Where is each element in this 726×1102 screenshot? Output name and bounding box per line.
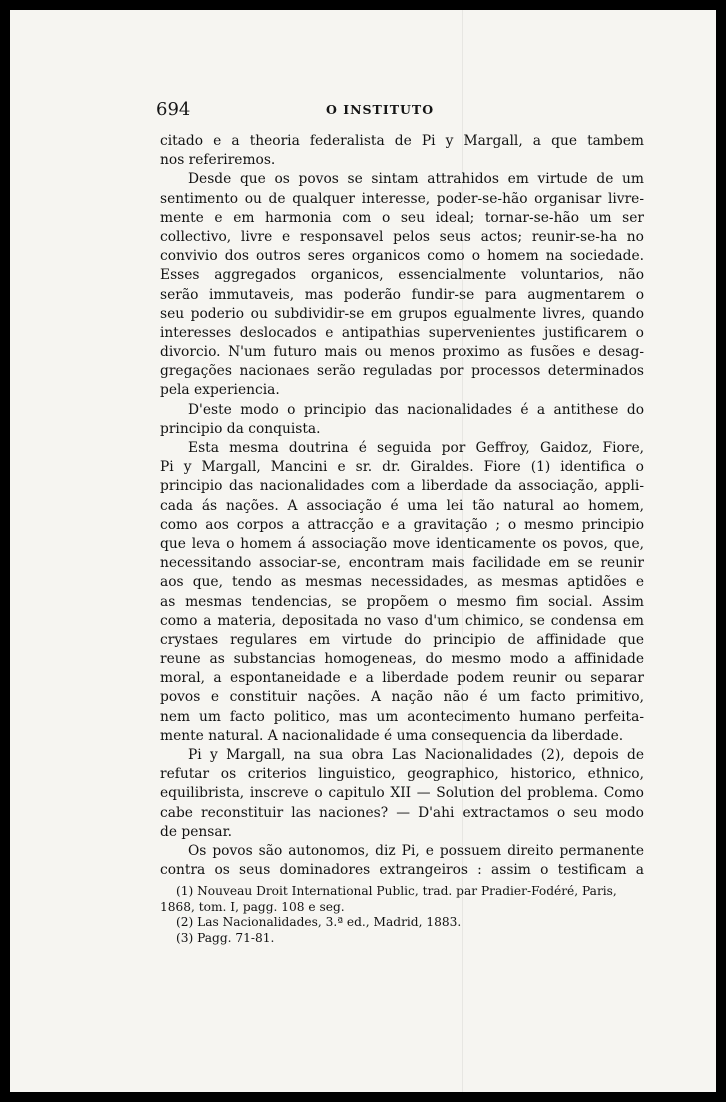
footnote-line: (1) Nouveau Droit International Public, trad. par Pradier-Fodéré, Paris, xyxy=(176,884,617,898)
text-line: como aos corpos a attracção e a gravitação ; o mesmo principio xyxy=(160,516,644,533)
text-line: Esta mesma doutrina é seguida por Geffroy, Gaidoz, Fiore, xyxy=(188,440,644,456)
footnote-line: 1868, tom. I, pagg. 108 e seg. xyxy=(160,899,345,914)
text-line: cada ás nações. A associação é uma lei tão natural ao homem, xyxy=(160,497,644,514)
text-line: interesses deslocados e antipathias supervenientes justificarem o xyxy=(160,324,644,341)
text-line: refutar os criterios linguistico, geographico, historico, ethnico, xyxy=(160,766,644,783)
text-line: Pi y Margall, na sua obra Las Nacionalidades (2), depois de xyxy=(188,747,644,763)
text-line: cabe reconstituir las naciones? — D'ahi extractamos o seu modo xyxy=(160,804,644,821)
text-line: divorcio. N'um futuro mais ou menos proximo as fusões e desag- xyxy=(160,344,644,361)
text-line: collectivo, livre e responsavel pelos seus actos; reunir-se-ha no xyxy=(160,228,644,245)
text-line: nem um facto politico, mas um acontecimento humano perfeita- xyxy=(160,708,644,725)
running-head xyxy=(156,98,652,122)
text-line: mente natural. A nacionalidade é uma consequencia da liberdade. xyxy=(160,727,624,744)
text-line: Os povos são autonomos, diz Pi, e possuem direito permanente xyxy=(188,842,644,859)
book-page xyxy=(10,10,716,1092)
text-line: Pi y Margall, Mancini e sr. dr. Giraldes. Fiore (1) identifica o xyxy=(160,459,644,476)
text-line: Esses aggregados organicos, essencialmente voluntarios, não xyxy=(160,267,644,284)
text-line: necessitando associar-se, encontram mais facilidade em se reunir xyxy=(160,555,644,572)
text-line: citado e a theoria federalista de Pi y Margall, a que tambem xyxy=(160,133,644,149)
footnotes xyxy=(160,884,646,946)
text-line: de pensar. xyxy=(160,823,233,840)
text-line: principio das nacionalidades com a liberdade da associação, appli- xyxy=(160,478,644,495)
text-line: principio da conquista. xyxy=(160,420,321,437)
journal-title: O INSTITUTO xyxy=(326,102,435,117)
text-line: como a materia, depositada no vaso d'um chimico, se condensa em xyxy=(160,612,644,629)
text-line: mente e em harmonia com o seu ideal; tornar-se-hão um ser xyxy=(160,209,644,226)
text-line: seu poderio ou subdividir-se em grupos egualmente livres, quando xyxy=(160,305,644,322)
body-text xyxy=(160,132,644,880)
text-line: moral, a espontaneidade e a liberdade podem reunir ou separar xyxy=(160,670,644,687)
text-line: povos e constituir nações. A nação não é um facto primitivo, xyxy=(160,689,644,706)
text-line: serão immutaveis, mas poderão fundir-se para augmentarem o xyxy=(160,286,644,303)
text-line: aos que, tendo as mesmas necessidades, as mesmas aptidões e xyxy=(160,574,644,591)
footnote-line: (2) Las Nacionalidades, 3.ª ed., Madrid, 1883. xyxy=(176,915,462,929)
page-number: 694 xyxy=(156,99,191,120)
text-line: crystaes regulares em virtude do principio de affinidade que xyxy=(160,631,644,648)
text-line: Desde que os povos se sintam attrahidos em virtude de um xyxy=(188,171,644,188)
text-line: gregações nacionaes serão reguladas por processos determinados xyxy=(160,363,644,380)
text-line: que leva o homem á associação move identicamente os povos, que, xyxy=(160,535,644,552)
footnote-line: (3) Pagg. 71-81. xyxy=(176,930,275,945)
text-line: contra os seus dominadores extrangeiros : assim o testificam a xyxy=(160,862,644,879)
text-line: equilibrista, inscreve o capitulo XII — Solution del problema. Como xyxy=(160,785,644,802)
text-line: convivio dos outros seres organicos como o homem na sociedade. xyxy=(160,248,644,265)
text-line: as mesmas tendencias, se propõem o mesmo fim social. Assim xyxy=(160,593,644,610)
text-line: nos referiremos. xyxy=(160,152,276,169)
text-line: D'este modo o principio das nacionalidades é a antithese do xyxy=(188,401,644,418)
text-line: pela experiencia. xyxy=(160,382,280,399)
text-line: sentimento ou de qualquer interesse, poder-se-hão organisar livre- xyxy=(160,190,644,207)
text-line: reune as substancias homogeneas, do mesmo modo a affinidade xyxy=(160,651,644,668)
